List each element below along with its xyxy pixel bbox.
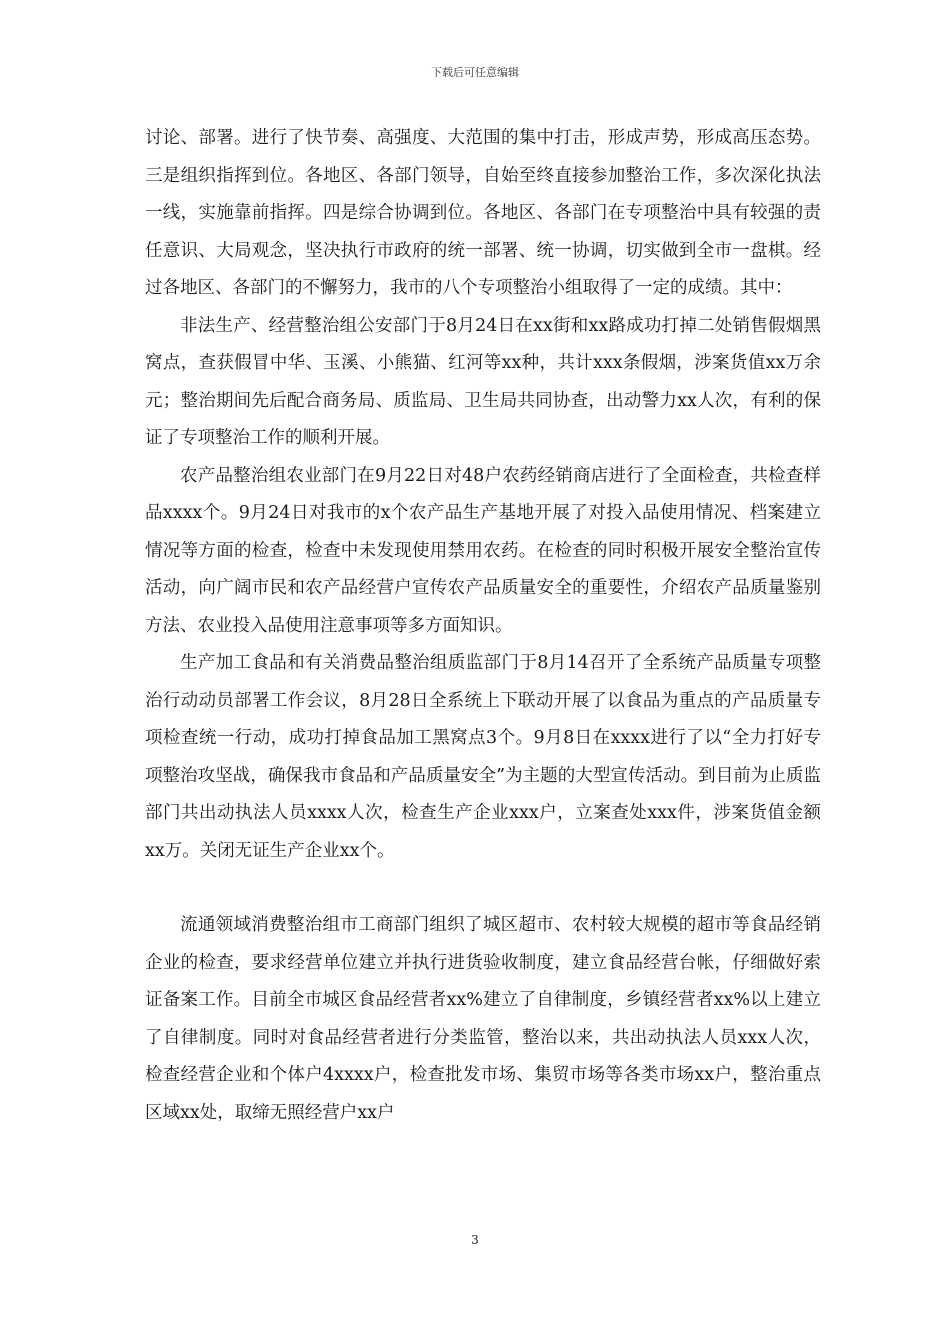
paragraph-continuation: 讨论、部署。进行了快节奏、高强度、大范围的集中打击，形成声势，形成高压态势。三是组织指挥到位。各地区、各部门领导，自始至终直接参加整治工作，多次深化执法一线，实施靠前指挥。四是综合协调到位。各地区、各部门在专项整治中具有较强的责任意识、大局观念，坚决执行市政府的统一部署、统一协调，切实做到全市一盘棋。经过各地区、各部门的不懈努力，我市的八个专项整治小组取得了一定的成绩。其中：	[145, 128, 821, 298]
document-body	[145, 120, 821, 1132]
paragraph-illegal-production: 非法生产、经营整治组公安部门于8月24日在xx街和xx路成功打掉二处销售假烟黑窝点，查获假冒中华、玉溪、小熊猫、红河等xx种，共计xxx条假烟，涉案货值xx万余元；整治期间先后配合商务局、质监局、卫生局共同协查，出动警力xx人次，有利的保证了专项整治工作的顺利开展。	[145, 315, 821, 448]
paragraph-agricultural-products: 农产品整治组农业部门在9月22日对48户农药经销商店进行了全面检查，共检查样品xxxx个。9月24日对我市的x个农产品生产基地开展了对投入品使用情况、档案建立情况等方面的检查，检查中未发现使用禁用农药。在检查的同时积极开展安全整治宣传活动，向广阔市民和农产品经营户宣传农产品质量安全的重要性，介绍农产品质量鉴别方法、农业投入品使用注意事项等多方面知识。	[145, 465, 821, 636]
paragraph-circulation: 流通领域消费整治组市工商部门组织了城区超市、农村较大规模的超市等食品经销企业的检查，要求经营单位建立并执行进货验收制度，建立食品经营台帐，仔细做好索证备案工作。目前全市城区食品经营者xx%建立了自律制度，乡镇经营者xx%以上建立了自律制度。同时对食品经营者进行分类监管，整治以来，共出动执法人员xxx人次，检查经营企业和个体户4xxxx户，检查批发市场、集贸市场等各类市场xx户，整治重点区域xx处，取缔无照经营户xx户	[145, 915, 821, 1123]
paragraph-processed-food: 生产加工食品和有关消费品整治组质监部门于8月14召开了全系统产品质量专项整治行动动员部署工作会议，8月28日全系统上下联动开展了以食品为重点的产品质量专项检查统一行动，成功打掉食品加工黑窝点3个。9月8日在xxxx进行了以“全力打好专项整治攻坚战，确保我市食品和产品质量安全”为主题的大型宣传活动。到目前为止质监部门共出动执法人员xxxx人次，检查生产企业xxx户，立案查处xxx件，涉案货值金额xx万。关闭无证生产企业xx个。	[145, 653, 821, 861]
page-header: 下载后可任意编辑	[431, 66, 519, 79]
page-number: 3	[471, 1233, 479, 1247]
